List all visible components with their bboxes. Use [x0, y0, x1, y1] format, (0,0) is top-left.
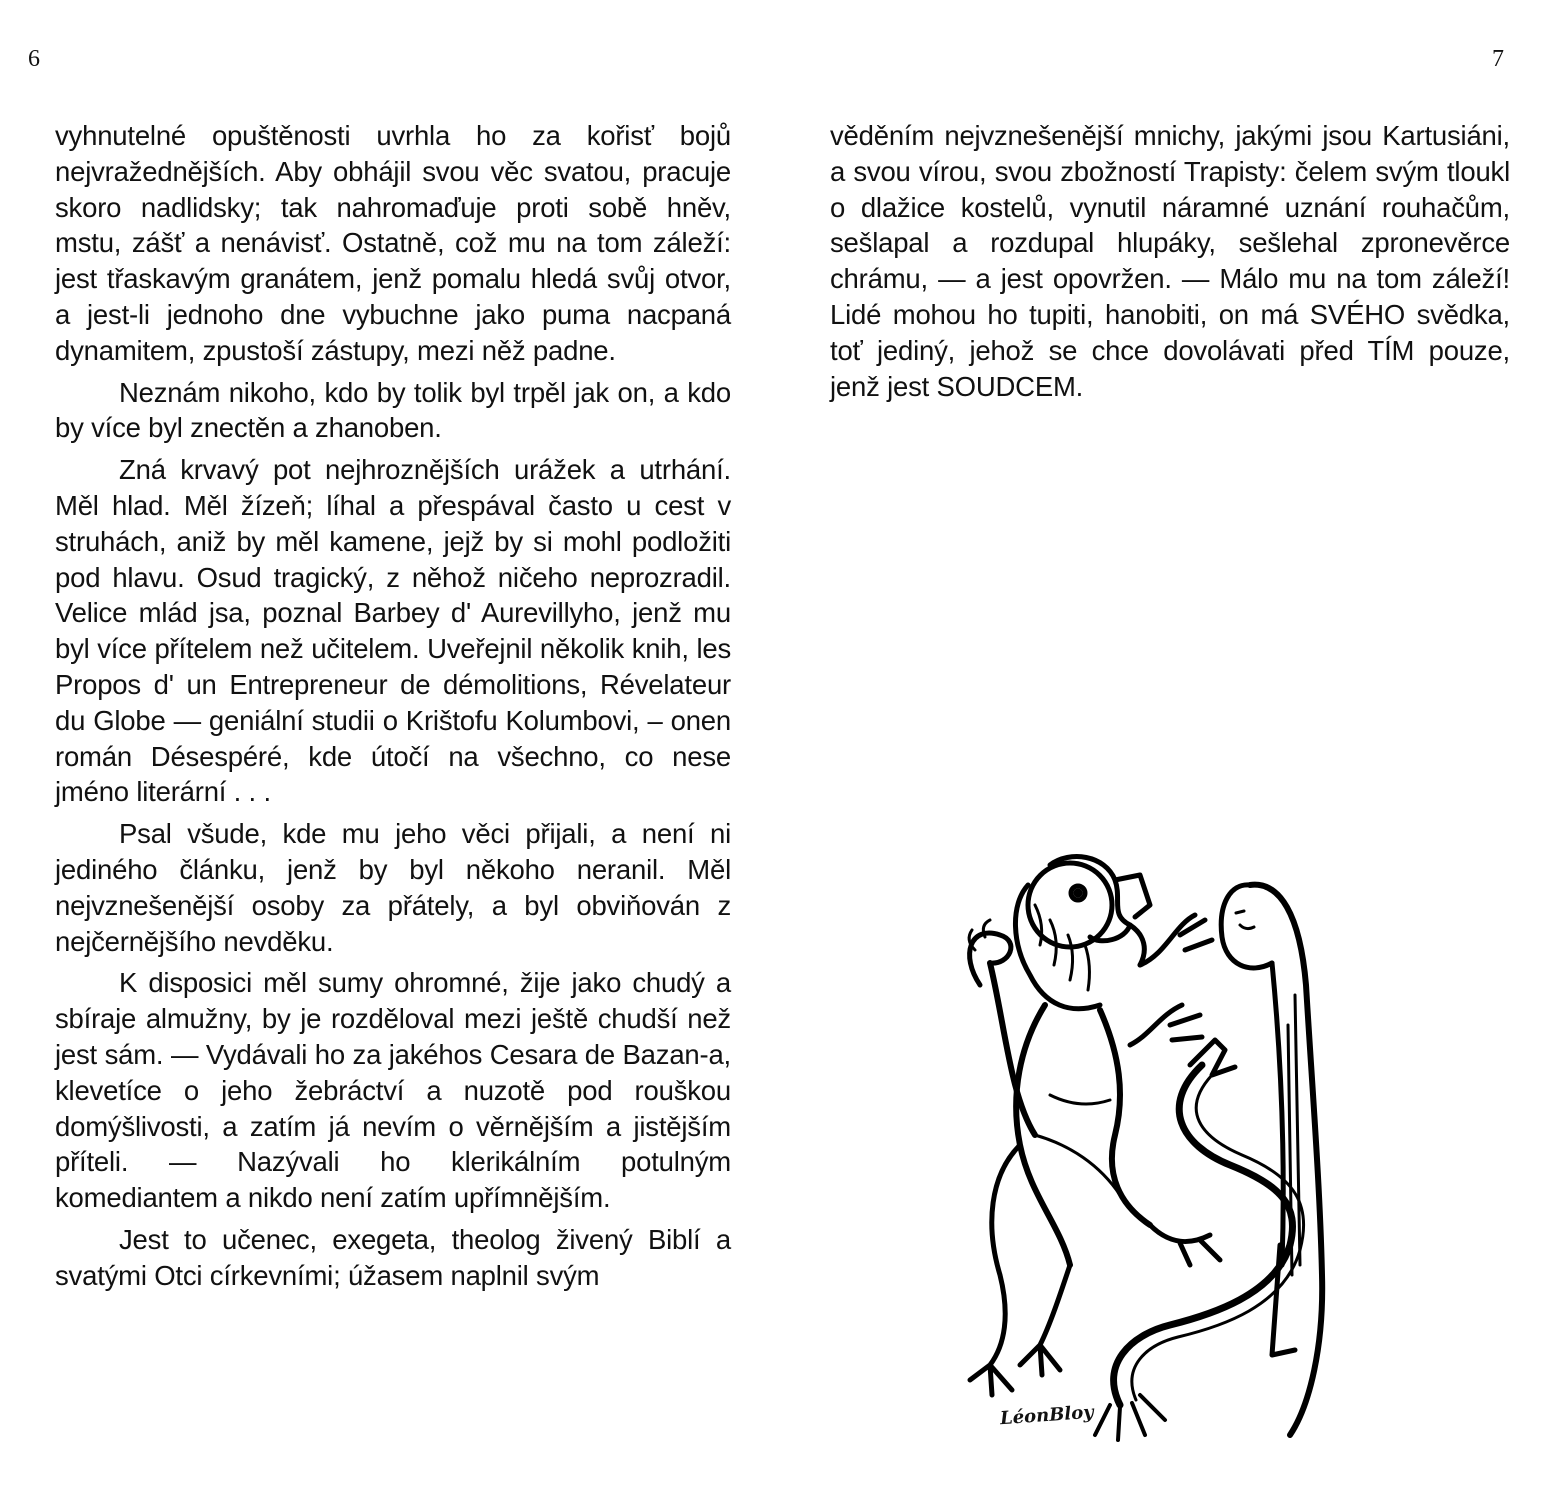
- paragraph: vyhnutelné opuštěnosti uvrhla ho za kořisť bojů nejvražednějších. Aby obhájil svou věc svatou, pracuje skoro nadlidsky; tak nahromaďuje proti sobě hněv, mstu, zášť a nenávisť. Ostatně, což mu na tom záleží: jest třaskavým granátem, jenž pomalu hledá svůj otvor, a jest-li jednoho dne vybuchne jako puma nacpaná dynamitem, zpustoší zástupy, mezi něž padne.: [55, 120, 731, 366]
- lion-dragon-illustration: [950, 845, 1370, 1445]
- page-number-right: 7: [1492, 46, 1504, 72]
- artist-signature: LéonBloy: [999, 1401, 1095, 1430]
- paragraph: Zná krvavý pot nejhroznějších urážek a utrhání. Měl hlad. Měl žízeň; líhal a přespával často u cest v struhách, aniž by měl kamene, jejž by si mohl podložiti pod hlavu. Osud tragický, z něhož ničeho neprozradil. Velice mlád jsa, poznal Barbey d' Aurevillyho, jenž mu byl více přítelem než učitelem. Uveřejnil několik knih, les Propos d' un Entrepreneur de démolitions, Révelateur du Globe — geniální studii o Krištofu Kolumbovi, – onen román Désespéré, kde útočí na všechno, co nese jméno literární . . .: [55, 454, 731, 808]
- left-page-text: [55, 118, 731, 1300]
- paragraph: Psal všude, kde mu jeho věci přijali, a není ni jediného článku, jenž by byl někoho neranil. Měl nejvznešenější osoby za přátely, a byl obviňován z nejčernějšího nevděku.: [55, 818, 731, 957]
- paragraph: Neznám nikoho, kdo by tolik byl trpěl jak on, a kdo by více byl znectěn a zhanoben.: [55, 376, 731, 444]
- paragraph: K disposici měl sumy ohromné, žije jako chudý a sbíraje almužny, by je rozděloval mezi ještě chudší než jest sám. — Vydávali ho za jakéhos Cesara de Bazan-a, klevetíce o jeho žebráctví a nuzotě pod rouškou domýšlivosti, a zatím já nevím o věrnějším a jistějším příteli. — Nazývali ho klerikálním potulným komediantem a nikdo není zatím upřímnějším.: [55, 967, 731, 1214]
- page-number-left: 6: [28, 46, 40, 72]
- right-page-text: [830, 118, 1510, 410]
- paragraph: věděním nejvznešenější mnichy, jakými jsou Kartusiáni, a svou vírou, svou zbožností Trapisty: čelem svým tloukl o dlažice kostelů, vynutil náramné uznání rouhačům, sešlapal a rozdupal hlupáky, sešlehal zpronevěrce chrámu, — a jest opovržen. — Málo mu na tom záleží! Lidé mohou ho tupiti, hanobiti, on má SVÉHO svědka, toť jediný, jehož se chce dovolávati před TÍM pouze, jenž jest SOUDCEM.: [830, 120, 1510, 402]
- paragraph: Jest to učenec, exegeta, theolog živený Biblí a svatými Otci církevními; úžasem naplnil svým: [55, 1223, 731, 1291]
